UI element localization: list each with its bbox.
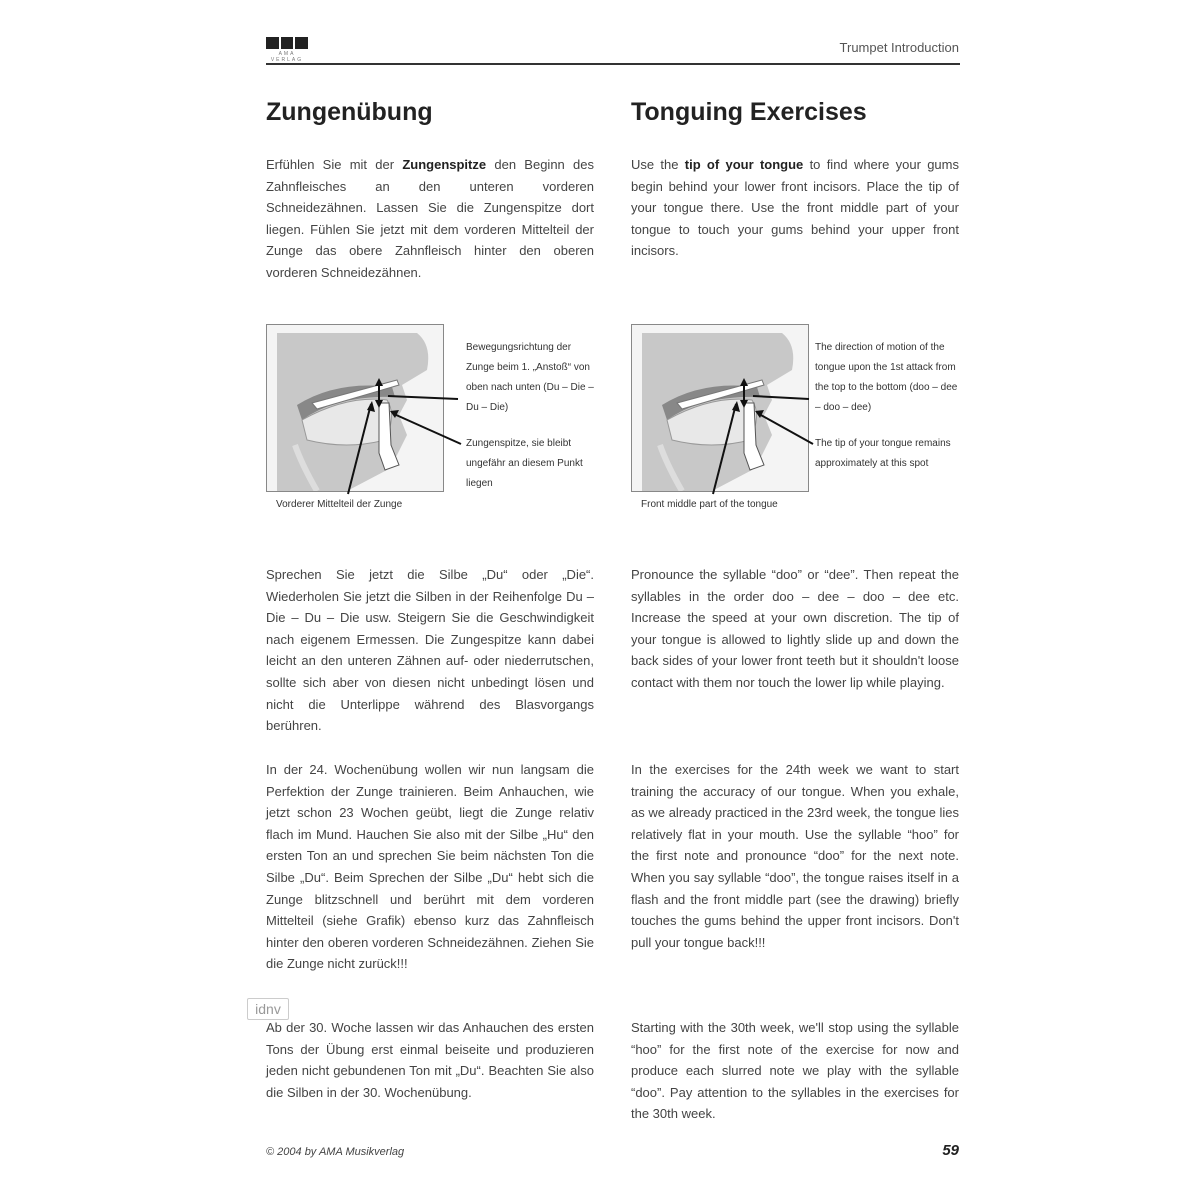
figure-label-direction: The direction of motion of the tongue upon the 1st attack from the top to the bottom (doo – dee – doo – dee) xyxy=(815,342,958,413)
english-heading: Tonguing Exercises xyxy=(631,98,867,126)
german-paragraph-3: In der 24. Wochenübung wollen wir nun langsam die Perfektion der Zunge trainieren. Beim Anhauchen, wie jetzt schon 23 Wochen geübt, liegt die Zunge relativ flach im Mund. Hauchen Sie also mit der Silbe „Hu“ den ersten Ton an und sprechen Sie beim nächsten Ton die Silbe „Du“. Beim Sprechen der Silbe „Du“ hebt sich die Zunge blitzschnell und berührt mit dem vorderen Mittelteil (siehe Grafik) ebenso kurz das Zahnfleisch hinter den oberen vorderen Schneidezähnen. Ziehen Sie die Zunge nicht zurück!!! xyxy=(266,762,594,972)
figure-label-middle: Vorderer Mittelteil der Zunge xyxy=(276,499,403,510)
german-tongue-figure xyxy=(266,324,596,524)
figure-label-middle: Front middle part of the tongue xyxy=(641,499,778,510)
english-paragraph-3: In the exercises for the 24th week we want to start training the accuracy of our tongue. When you exhale, as we already practiced in the 23rd week, the tongue lies relatively flat in your mouth. Use the syllable “hoo” for the first note and pronounce “doo” for the next note. When you say syllable “doo”, the tongue raises itself in a flash and the front middle part (see the drawing) briefly touches the gums behind the upper front incisors. Don't pull your tongue back!!! xyxy=(631,762,959,950)
figure-label-direction: Bewegungsrichtung der Zunge beim 1. „Anstoß“ von oben nach unten (Du – Die – Du – Die) xyxy=(466,342,594,413)
header-rule xyxy=(266,63,960,65)
mouth-diagram xyxy=(266,324,444,492)
page-number: 59 xyxy=(942,1142,959,1159)
german-heading: Zungenübung xyxy=(266,98,433,126)
english-paragraph-2: Pronounce the syllable “doo” or “dee”. Then repeat the syllables in the order doo – dee – doo – dee etc. Increase the speed at your own discretion. The tip of your tongue is allowed to lightly slide up and down the back sides of your lower front teeth but it shouldn't loose contact with them nor touch the lower lip while playing. xyxy=(631,567,959,690)
watermark-badge: idnv xyxy=(247,998,289,1020)
figure-label-tip: Zungenspitze, sie bleibt ungefähr an diesem Punkt liegen xyxy=(466,438,583,489)
publisher-logo xyxy=(266,37,308,63)
german-paragraph-4: Ab der 30. Woche lassen wir das Anhauchen des ersten Tons der Übung erst einmal beiseite und produzieren jeden nicht gebundenen Ton mit „Du“. Beachten Sie also die Silben in der 30. Wochenübung. xyxy=(266,1020,594,1100)
running-header: Trumpet Introduction xyxy=(839,40,959,55)
figure-label-tip: The tip of your tongue remains approximately at this spot xyxy=(815,438,951,469)
english-column xyxy=(631,92,959,1122)
german-paragraph-1: Erfühlen Sie mit der Zungenspitze den Beginn des Zahnfleisches an den unteren vorderen Schneidezähnen. Lassen Sie die Zungenspitze dort liegen. Fühlen Sie jetzt mit dem vorderen Mittelteil der Zunge das obere Zahnfleisch hinter den oberen vorderen Schneidezähnen. xyxy=(266,157,594,280)
logo-text: AMA VERLAG xyxy=(270,51,304,63)
german-paragraph-2: Sprechen Sie jetzt die Silbe „Du“ oder „Die“. Wiederholen Sie jetzt die Silben in der Reihenfolge Du – Die – Du – Die usw. Steigern Sie die Geschwindigkeit nach eigenem Ermessen. Die Zungespitze kann dabei leicht an den unteren Zähnen auf- oder niederrutschen, sollte sich aber von diesen nicht unbedingt lösen und nicht die Unterlippe während des Blasvorgangs berühren. xyxy=(266,567,594,734)
copyright-footer: © 2004 by AMA Musikverlag xyxy=(266,1146,405,1158)
english-tongue-figure xyxy=(631,324,961,524)
english-paragraph-4: Starting with the 30th week, we'll stop using the syllable “hoo” for the first note of the exercise for now and produce each slurred note we play with the syllable “doo”. Pay attention to the syllables in the exercises for the 30th week. xyxy=(631,1020,959,1122)
english-paragraph-1: Use the tip of your tongue to find where your gums begin behind your lower front incisors. Place the tip of your tongue there. Use the front middle part of your tongue to touch your gums behind your upper front incisors. xyxy=(631,157,959,259)
mouth-diagram xyxy=(631,324,809,492)
